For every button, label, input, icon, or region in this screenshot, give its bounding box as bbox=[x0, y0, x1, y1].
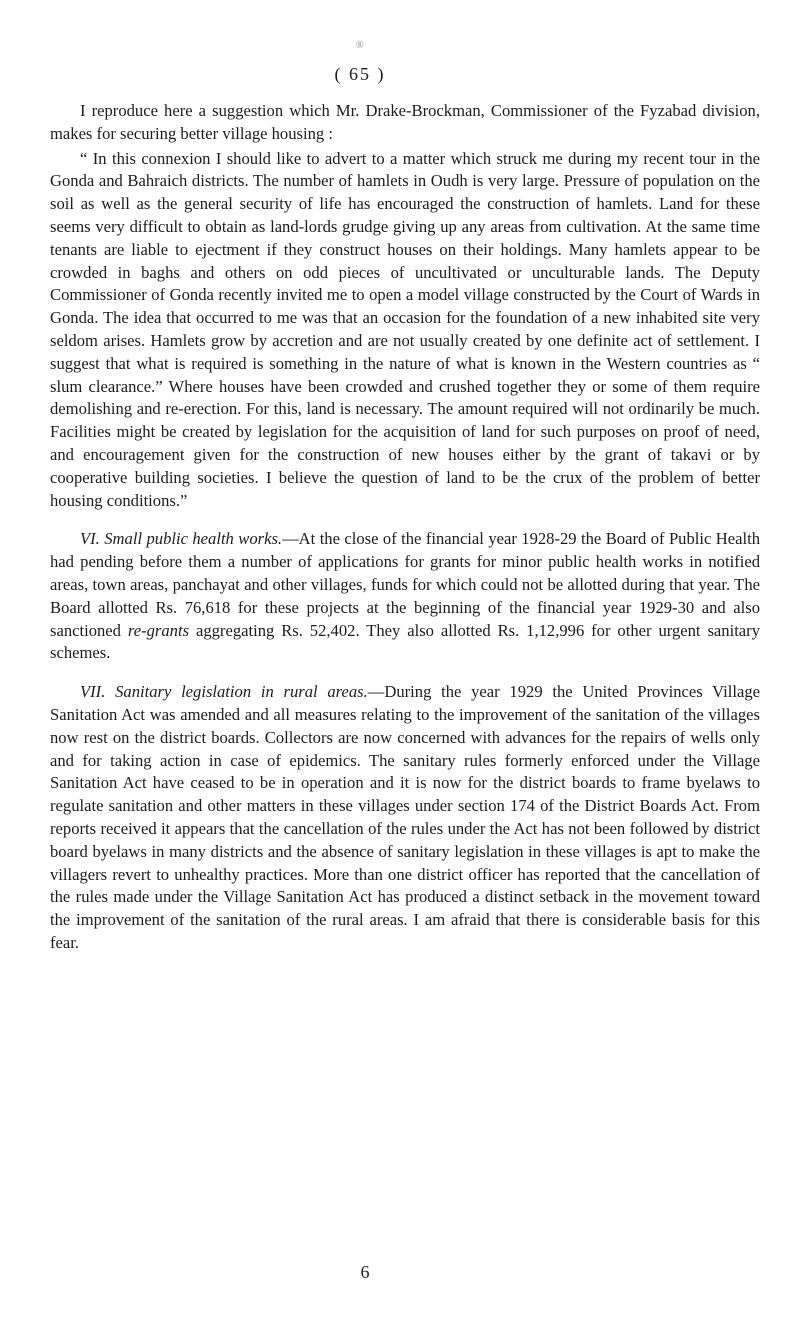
section-vii-title: Sanitary legislation in rural areas. bbox=[115, 682, 368, 702]
section-vi-body-end: aggregating Rs. 52,402. They also allotted Rs. 1,12,996 for other urgent sanitary schemes. bbox=[50, 620, 760, 663]
page-mark: ® bbox=[356, 40, 364, 51]
section-vi-title: Small public health works. bbox=[104, 529, 283, 549]
section-vi-paragraph bbox=[50, 528, 760, 665]
document-page bbox=[50, 40, 760, 1320]
section-vi-italic-term: re-grants bbox=[127, 620, 190, 640]
section-vi-number: VI. bbox=[80, 529, 100, 549]
document-body bbox=[50, 100, 760, 955]
section-vii-body: —During the year 1929 the United Provinces Village Sanitation Act was amended and all measures relating to the improvement of the sanitation of the villages now rest on the district boards. Collectors are now concerned with advances for the repairs of wells only and for taking action in case of epidemics. The sanitary rules formerly enforced under the Village Sanitation Act have ceased to be in operation and it is now for the district boards to frame byelaws to regulate sanitation and other matters in these villages under section 174 of the District Boards Act. From reports received it appears that the cancellation of the rules under the Act has not been followed by district board byelaws in many districts and the absence of sanitary legislation in these villages is apt to make the villagers revert to unhealthy practices. More than one district officer has reported that the cancellation of the rules made under the Village Sanitation Act has produced a distinct setback in the movement toward the improvement of the sanitation of the rural areas. I am afraid that there is considerable basis for this fear. bbox=[50, 682, 760, 952]
section-vii-number: VII. bbox=[80, 682, 106, 702]
quoted-suggestion-paragraph: “ In this connexion I should like to advert to a matter which struck me during my recent tour in the Gonda and Bahraich districts. The number of hamlets in Oudh is very large. Pressure of population on the soil as well as the general security of life has encouraged the construction of hamlets. Land for these seems very difficult to obtain as land-lords grudge giving up any areas from cultivation. At the same time tenants are liable to ejectment if they construct houses on their holdings. Many hamlets appear to be crowded in baghs and others on odd pieces of uncultivated or unculturable lands. The Deputy Commissioner of Gonda recently invited me to open a model village constructed by the Court of Wards in Gonda. The idea that occurred to me was that an occasion for the foundation of a new inhabited site very seldom arises. Hamlets grow by accretion and are not usually created by one definite act of settlement. I suggest that what is required is something in the nature of what is known in the Western countries as “ slum clearance.” Where houses have been crowded and crushed together they or some of them require demolishing and re-erection. For this, land is necessary. The amount required will not ordinarily be much. Facilities might be created by legislation for the acquisition of land for such purposes on proof of need, and encouragement given for the construction of new houses either by the grant of takavi or by cooperative building societies. I believe the question of land to be the crux of the problem of better housing conditions.” bbox=[50, 148, 760, 510]
section-vi-body: —At the close of the financial year 1928-29 the Board of Public Health had pending before them a number of applications for grants for minor public health works in notified areas, town areas, panchayat and other villages, funds for which could not be allotted during that year. The Board allotted Rs. 76,618 for these projects at the beginning of the financial year 1929-30 and also sanctioned bbox=[50, 529, 761, 640]
page-number-header: ( 65 ) bbox=[334, 64, 386, 84]
section-vii-paragraph bbox=[50, 681, 760, 955]
intro-paragraph: I reproduce here a suggestion which Mr. Drake-Brockman, Commissioner of the Fyzabad division, makes for securing better village housing : bbox=[50, 101, 760, 143]
page-footer-number: 6 bbox=[360, 1262, 370, 1282]
